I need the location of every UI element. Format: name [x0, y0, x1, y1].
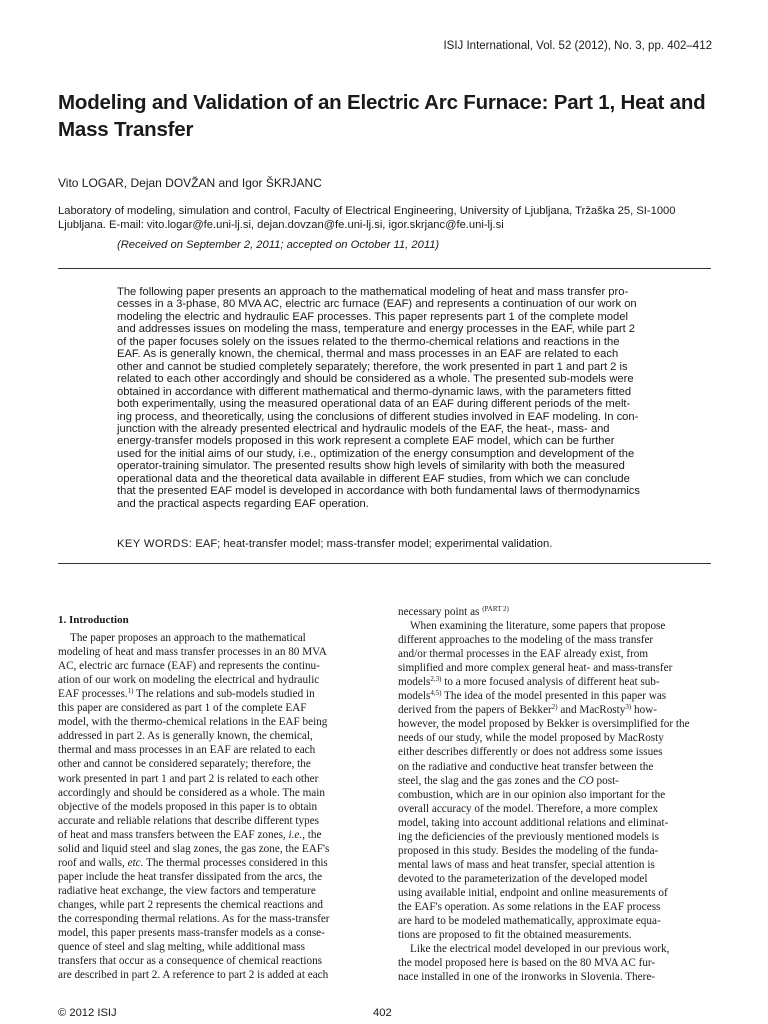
body-text: to a more focused analysis of different heat sub- — [441, 676, 660, 689]
body-line: radiative heat exchange, the view factors and temperature — [58, 884, 316, 897]
body-line — [398, 605, 712, 619]
page-number: 402 — [373, 1007, 392, 1019]
body-line — [398, 774, 712, 788]
body-text: EAF processes. — [58, 688, 128, 701]
body-line: are hard to be modeled mathematically, approximate equa- — [398, 915, 661, 928]
body-text: how- — [631, 704, 658, 717]
received-dates — [117, 239, 439, 251]
affiliation — [58, 204, 728, 232]
body-line: overall accuracy of the model. Therefore, a more complex — [398, 802, 659, 815]
body-line — [58, 856, 372, 870]
abstract-line: and addresses issues on modeling the mass, temperature and energy processes in the EAF, while part 2 — [117, 323, 636, 336]
body-line: accordingly and should be considered as a whole. The main — [58, 786, 325, 799]
body-line — [58, 828, 372, 842]
abstract-line: EAF. As is generally known, the chemical, thermal and mass processes in an EAF are related to each — [117, 348, 619, 361]
abstract-line: operator-training simulator. The presented results show high levels of similarity with both the measured — [117, 460, 625, 473]
body-line: this paper are considered as part 1 of the complete EAF — [58, 702, 307, 715]
body-line — [398, 675, 712, 689]
body-text: and MacRosty — [557, 704, 626, 717]
body-text-italic: i.e. — [288, 828, 303, 841]
body-line: simplified and more complex general heat- and mass-transfer — [398, 662, 673, 675]
keywords-label: KEY WORDS: — [117, 538, 193, 550]
body-line: When examining the literature, some papers that propose — [410, 620, 666, 633]
body-line: are described in part 2. A reference to part 2 is added at each — [58, 969, 329, 982]
body-text: steel, the slag and the gas zones and the — [398, 774, 576, 787]
abstract-line: of the paper focuses solely on the issues related to the thermo-chemical relations and reactions in the — [117, 335, 620, 348]
body-line: either describes differently or does not address some issues — [398, 746, 663, 759]
received-text: (Received on September 2, 2011; accepted on October 11, 2011) — [117, 239, 440, 251]
body-line: addressed in part 2. As is generally known, the chemical, — [58, 730, 313, 743]
abstract-line: modeling the electric and hydraulic EAF processes. This paper represents part 1 of the complete model — [117, 310, 628, 323]
body-line: different approaches to the modeling of the mass transfer — [398, 634, 654, 647]
abstract-line: that the presented EAF model is developed in accordance with both fundamental laws of thermodynamics — [117, 485, 640, 498]
body-text: models — [398, 690, 431, 703]
body-line: The paper proposes an approach to the mathematical — [70, 632, 306, 645]
abstract-line: energy-transfer models proposed in this work represent a complete EAF model, which can be further — [117, 435, 615, 448]
abstract-rule-bottom — [58, 563, 711, 564]
body-text: The relations and sub-models studied in — [133, 688, 315, 701]
abstract-line: obtained in accordance with different mathematical and thermo-dynamic laws, with the parameters fitted — [117, 385, 632, 398]
body-text-italic: CO — [578, 774, 594, 787]
citation: 1) — [127, 687, 134, 696]
body-line: on the radiative and conductive heat transfer between the — [398, 760, 654, 773]
abstract — [117, 286, 713, 510]
affiliation-line: Ljubljana. E-mail: vito.logar@fe.uni-lj.si, dejan.dovzan@fe.uni-lj.si, igor.skrjanc@fe.uni-lj.si — [58, 219, 504, 232]
body-line: model, with the thermo-chemical relations in the EAF being — [58, 716, 328, 729]
body-line: work presented in part 1 and part 2 is related to each other — [58, 772, 319, 785]
body-text: necessary point as — [398, 606, 480, 618]
body-line: thermal and mass processes in an EAF are related to each — [58, 744, 316, 757]
keywords-text: EAF; heat-transfer model; mass-transfer model; experimental validation. — [195, 538, 553, 550]
body-line: ation of our work on modeling the electrical and hydraulic — [58, 674, 320, 687]
abstract-line: ing process, and theoretically, using the conclusions of different studies involved in EAF modeling. In con- — [117, 410, 639, 423]
abstract-line: operational data and the theoretical data available in different EAF studies, from which we can conclude — [117, 472, 630, 485]
body-line: solid and liquid steel and slag zones, the gas zone, the EAF's — [58, 842, 330, 855]
abstract-line: and the practical aspects regarding EAF operation. — [117, 497, 369, 510]
body-line — [398, 689, 712, 703]
abstract-line: The following paper presents an approach to the mathematical modeling of heat and mass transfer pro- — [117, 286, 629, 298]
body-line: the model proposed here is based on the 80 MVA AC fur- — [398, 957, 656, 970]
citation: 2,3) — [430, 675, 442, 684]
body-line: accurate and reliable relations that describe different types — [58, 814, 320, 827]
body-line: Like the electrical model developed in our previous work, — [410, 943, 670, 956]
body-line: needs of our study, while the model proposed by MacRosty — [398, 732, 664, 745]
part-reference: (PART 2) — [482, 605, 509, 613]
body-text-italic: etc. — [127, 856, 144, 869]
body-line: proposed in this study. Besides the modeling of the funda- — [398, 844, 659, 857]
affiliation-line: Laboratory of modeling, simulation and control, Faculty of Electrical Engineering, University of Ljubljana, Tržaška 25, SI-1000 — [58, 205, 676, 217]
abstract-line: cesses in a 3-phase, 80 MVA AC, electric arc furnace (EAF) and represents a continuation of our work on — [117, 298, 637, 311]
body-line: model, this paper presents mass-transfer models as a conse- — [58, 927, 325, 940]
body-line: AC, electric arc furnace (EAF) and represents the continu- — [58, 660, 320, 673]
body-line: nace installed in one of the ironworks in Slovenia. There- — [398, 971, 656, 984]
body-text: post- — [593, 774, 619, 787]
body-line: transfers that occur as a consequence of chemical reactions — [58, 955, 323, 968]
body-line: the corresponding thermal relations. As for the mass-transfer — [58, 912, 330, 925]
body-line: other and cannot be considered separately; therefore, the — [58, 758, 311, 771]
body-text: The thermal processes considered in this — [143, 856, 328, 869]
body-line: paper include the heat transfer dissipated from the arcs, the — [58, 870, 323, 883]
body-text: of heat and mass transfers between the EAF zones, — [58, 828, 286, 841]
abstract-line: junction with the already presented electrical and hydraulic models of the EAF, the heat-, mass- and — [117, 422, 610, 435]
abstract-line: used for the initial aims of our study, i.e., optimization of the energy consumption and development of the — [117, 447, 635, 460]
abstract-line: both experimentally, using the measured operational data of an EAF during different periods of the melt- — [117, 398, 631, 411]
body-line: changes, while part 2 represents the chemical reactions and — [58, 898, 323, 911]
body-text: roof and walls, — [58, 856, 125, 869]
article-title: Modeling and Validation of an Electric Arc Furnace: Part 1, Heat and Mass Transfer — [58, 91, 706, 141]
keywords — [117, 538, 552, 550]
body-line: ing the deficiencies of the previously mentioned models is — [398, 830, 659, 843]
body-text: , the — [302, 828, 322, 841]
abstract-rule-top — [58, 268, 711, 269]
citation: 3) — [625, 703, 632, 712]
body-line: however, the model proposed by Bekker is oversimplified for the — [398, 718, 690, 731]
body-line — [58, 687, 372, 701]
body-line: mental laws of mass and heat transfer, special attention is — [398, 858, 655, 871]
body-text: models — [398, 676, 431, 689]
body-line — [398, 703, 712, 717]
citation: 4,5) — [430, 689, 442, 698]
body-line: devoted to the parameterization of the developed model — [398, 872, 648, 885]
author-list: Vito LOGAR, Dejan DOVŽAN and Igor ŠKRJANC — [58, 176, 322, 190]
citation: 2) — [551, 703, 558, 712]
body-line: model, taking into account additional relations and eliminat- — [398, 816, 669, 829]
body-line: tions are proposed to fit the obtained measurements. — [398, 929, 632, 942]
body-line: the EAF's operation. As some relations in the EAF process — [398, 900, 661, 913]
copyright: © 2012 ISIJ — [58, 1007, 117, 1019]
journal-reference: ISIJ International, Vol. 52 (2012), No. 3, pp. 402–412 — [443, 40, 712, 52]
body-line: and/or thermal processes in the EAF already exist, from — [398, 648, 649, 661]
body-line: modeling of heat and mass transfer processes in an 80 MVA — [58, 646, 327, 659]
abstract-line: other and cannot be studied completely separately; therefore, the work presented in part 1 and part 2 is — [117, 360, 628, 373]
abstract-line: related to each other accordingly and should be considered as a whole. The presented sub-models were — [117, 373, 634, 386]
body-column-right — [398, 605, 712, 984]
body-line: combustion, which are in our opinion also important for the — [398, 788, 666, 801]
body-line: using available initial, endpoint and online measurements of — [398, 886, 668, 899]
body-line: objective of the models proposed in this paper is to obtain — [58, 800, 318, 813]
body-text: derived from the papers of Bekker — [398, 704, 552, 717]
body-column-left — [58, 605, 372, 982]
body-line: quence of steel and slag melting, while additional mass — [58, 941, 305, 954]
body-text: The idea of the model presented in this paper was — [441, 690, 667, 703]
section-heading: 1. Introduction — [58, 614, 129, 626]
